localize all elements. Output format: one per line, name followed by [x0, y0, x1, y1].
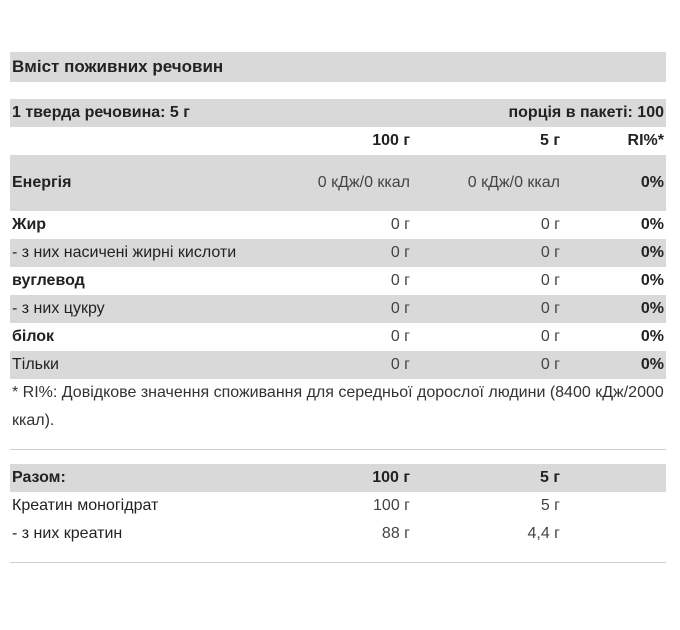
nutrient-ri: 0%	[640, 272, 664, 289]
ingredient-per5: 5 г	[540, 497, 560, 514]
ingredient-per5: 4,4 г	[527, 525, 560, 542]
ingredient-name: - з них креатин	[12, 525, 123, 542]
composition-total-label: Разом:	[10, 464, 300, 492]
nutrient-per100: 0 г	[300, 239, 412, 267]
nutrient-row-protein	[10, 323, 666, 351]
nutrient-name: вуглевод	[12, 272, 85, 289]
ingredient-per100: 100 г	[373, 497, 410, 514]
nutrient-name: Жир	[12, 216, 47, 233]
divider	[10, 562, 666, 563]
nutrient-per100: 0 кДж/0 ккал	[300, 155, 412, 211]
servings-per-pack: порція в пакеті: 100	[412, 99, 666, 127]
ingredient-per100: 88 г	[381, 525, 410, 542]
nutrient-name: білок	[12, 328, 55, 345]
column-header-name	[10, 127, 300, 155]
nutrient-per100: 0 г	[390, 216, 410, 233]
nutrient-per5: 0 г	[412, 239, 562, 267]
nutrient-row-sugar	[10, 295, 666, 323]
nutrient-per100: 0 г	[300, 295, 412, 323]
nutrient-row-salt	[10, 351, 666, 379]
section-title: Вміст поживних речовин	[10, 52, 666, 82]
nutrient-name: - з них насичені жирні кислоти	[10, 239, 300, 267]
ingredient-name: Креатин моногідрат	[12, 497, 159, 514]
nutrient-per5: 0 кДж/0 ккал	[412, 155, 562, 211]
nutrient-per5: 0 г	[540, 216, 560, 233]
nutrient-ri: 0%	[562, 239, 666, 267]
composition-table	[10, 464, 666, 548]
composition-header-5g: 5 г	[412, 464, 562, 492]
nutrient-ri: 0%	[640, 328, 664, 345]
composition-row-creatine-monohydrate	[10, 492, 666, 520]
nutrient-per5: 0 г	[540, 328, 560, 345]
nutrient-per100: 0 г	[390, 328, 410, 345]
nutrient-per100: 0 г	[390, 272, 410, 289]
column-header-ri: RI%*	[627, 132, 664, 149]
ri-footnote: * RI%: Довідкове значення споживання для середньої дорослої людини (8400 кДж/2000 ккал).	[12, 384, 664, 429]
nutrient-row-carbohydrate	[10, 267, 666, 295]
column-header-5g: 5 г	[539, 132, 560, 149]
composition-header-100g: 100 г	[300, 464, 412, 492]
composition-row-creatine	[10, 520, 666, 548]
column-header-row	[10, 127, 666, 155]
nutrient-per5: 0 г	[540, 272, 560, 289]
nutrition-table	[10, 99, 666, 379]
serving-row	[10, 99, 666, 127]
column-header-100g: 100 г	[372, 132, 410, 149]
nutrient-name: Енергія	[10, 155, 300, 211]
nutrient-ri: 0%	[562, 295, 666, 323]
nutrient-name: Тільки	[10, 351, 300, 379]
nutrient-row-energy	[10, 155, 666, 211]
nutrition-panel	[10, 52, 666, 563]
nutrient-name: - з них цукру	[10, 295, 300, 323]
nutrient-per100: 0 г	[300, 351, 412, 379]
composition-header-row	[10, 464, 666, 492]
nutrient-per5: 0 г	[412, 295, 562, 323]
nutrient-ri: 0%	[562, 155, 666, 211]
nutrient-per5: 0 г	[412, 351, 562, 379]
nutrient-ri: 0%	[640, 216, 664, 233]
nutrient-row-fat	[10, 211, 666, 239]
serving-size: 1 тверда речовина: 5 г	[10, 99, 412, 127]
nutrient-ri: 0%	[562, 351, 666, 379]
nutrient-row-saturated-fat	[10, 239, 666, 267]
